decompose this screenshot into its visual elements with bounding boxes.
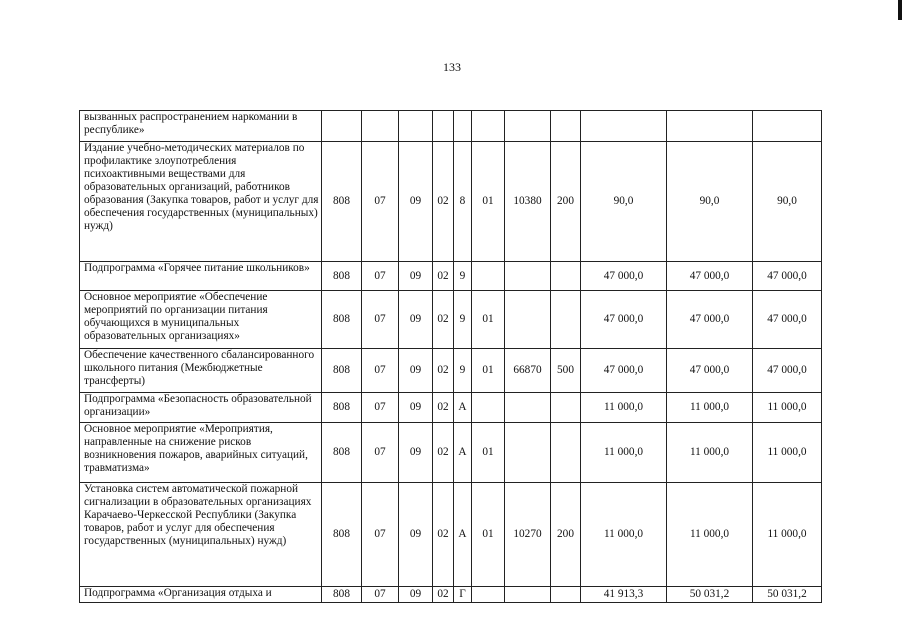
- amount-cell: 47 000,0: [667, 291, 753, 349]
- amount-cell: 90,0: [581, 142, 667, 262]
- row-name-cell: Основное мероприятие «Мероприятия, направленные на снижение рисков возникновения пожаров, аварийных ситуаций, травматизма»: [80, 423, 322, 483]
- amount-cell: 11 000,0: [753, 483, 822, 587]
- code-cell: 9: [454, 291, 472, 349]
- code-cell: 02: [433, 483, 454, 587]
- amount-cell: 47 000,0: [753, 291, 822, 349]
- row-name-cell: Подпрограмма «Безопасность образовательной организации»: [80, 393, 322, 423]
- code-cell: 01: [472, 349, 505, 393]
- code-cell: [551, 393, 581, 423]
- amount-cell: 90,0: [667, 142, 753, 262]
- code-cell: [362, 111, 399, 142]
- amount-cell: [667, 111, 753, 142]
- code-cell: 07: [362, 393, 399, 423]
- budget-table: [79, 110, 822, 603]
- code-cell: 66870: [505, 349, 551, 393]
- code-cell: Г: [454, 587, 472, 603]
- code-cell: 09: [399, 262, 433, 291]
- code-cell: 09: [399, 142, 433, 262]
- code-cell: [322, 111, 362, 142]
- amount-cell: 11 000,0: [753, 393, 822, 423]
- code-cell: [454, 111, 472, 142]
- amount-cell: 41 913,3: [581, 587, 667, 603]
- code-cell: [505, 587, 551, 603]
- code-cell: 09: [399, 291, 433, 349]
- amount-cell: 47 000,0: [753, 349, 822, 393]
- code-cell: 02: [433, 349, 454, 393]
- amount-cell: 47 000,0: [753, 262, 822, 291]
- code-cell: 02: [433, 423, 454, 483]
- code-cell: 02: [433, 393, 454, 423]
- code-cell: 01: [472, 142, 505, 262]
- amount-cell: 47 000,0: [581, 291, 667, 349]
- amount-cell: 50 031,2: [667, 587, 753, 603]
- row-name-cell: Установка систем автоматической пожарной сигнализации в образовательных организациях Карачаево-Черкесской Республики (Закупка товаров, работ и услуг для обеспечения государственных (муниципальных) нужд): [80, 483, 322, 587]
- code-cell: [505, 291, 551, 349]
- amount-cell: 47 000,0: [581, 349, 667, 393]
- code-cell: 09: [399, 349, 433, 393]
- code-cell: 09: [399, 483, 433, 587]
- code-cell: [551, 291, 581, 349]
- code-cell: 9: [454, 262, 472, 291]
- code-cell: 01: [472, 291, 505, 349]
- code-cell: [505, 262, 551, 291]
- code-cell: А: [454, 393, 472, 423]
- table-row: [80, 291, 822, 349]
- page-edge-mark: [898, 0, 902, 20]
- code-cell: [399, 111, 433, 142]
- code-cell: 808: [322, 262, 362, 291]
- code-cell: 10380: [505, 142, 551, 262]
- page-number: 133: [443, 60, 461, 74]
- amount-cell: 11 000,0: [667, 393, 753, 423]
- code-cell: 07: [362, 483, 399, 587]
- code-cell: 500: [551, 349, 581, 393]
- row-name-cell: Основное мероприятие «Обеспечение мероприятий по организации питания обучающихся в муниципальных образовательных организациях»: [80, 291, 322, 349]
- table-row: [80, 111, 822, 142]
- amount-cell: 47 000,0: [667, 262, 753, 291]
- code-cell: 09: [399, 423, 433, 483]
- code-cell: 07: [362, 349, 399, 393]
- amount-cell: [581, 111, 667, 142]
- code-cell: 07: [362, 262, 399, 291]
- code-cell: 07: [362, 423, 399, 483]
- code-cell: 808: [322, 423, 362, 483]
- code-cell: 01: [472, 483, 505, 587]
- row-name-cell: Издание учебно-методических материалов по профилактике злоупотребления психоактивными веществами для образовательных организаций, работников образования (Закупка товаров, работ и услуг для обеспечения государственных (муниципальных) нужд): [80, 142, 322, 262]
- amount-cell: 11 000,0: [581, 423, 667, 483]
- amount-cell: 50 031,2: [753, 587, 822, 603]
- code-cell: 8: [454, 142, 472, 262]
- code-cell: 9: [454, 349, 472, 393]
- code-cell: А: [454, 423, 472, 483]
- code-cell: 07: [362, 587, 399, 603]
- code-cell: 02: [433, 587, 454, 603]
- code-cell: 09: [399, 393, 433, 423]
- code-cell: [505, 111, 551, 142]
- amount-cell: 47 000,0: [581, 262, 667, 291]
- code-cell: 808: [322, 483, 362, 587]
- table-row: [80, 262, 822, 291]
- code-cell: 01: [472, 423, 505, 483]
- code-cell: 09: [399, 587, 433, 603]
- amount-cell: 11 000,0: [667, 483, 753, 587]
- table-row: [80, 349, 822, 393]
- code-cell: 02: [433, 291, 454, 349]
- code-cell: [505, 423, 551, 483]
- amount-cell: 90,0: [753, 142, 822, 262]
- code-cell: [551, 262, 581, 291]
- row-name-cell: Подпрограмма «Горячее питание школьников»: [80, 262, 322, 291]
- amount-cell: 11 000,0: [667, 423, 753, 483]
- code-cell: 808: [322, 587, 362, 603]
- code-cell: [551, 111, 581, 142]
- amount-cell: 11 000,0: [581, 393, 667, 423]
- row-name-cell: вызванных распространением наркомании в республике»: [80, 111, 322, 142]
- code-cell: 10270: [505, 483, 551, 587]
- code-cell: 808: [322, 349, 362, 393]
- code-cell: [551, 423, 581, 483]
- amount-cell: 11 000,0: [753, 423, 822, 483]
- table-row: [80, 587, 822, 603]
- row-name-cell: Обеспечение качественного сбалансированного школьного питания (Межбюджетные трансферты): [80, 349, 322, 393]
- code-cell: 808: [322, 142, 362, 262]
- code-cell: [472, 587, 505, 603]
- amount-cell: 11 000,0: [581, 483, 667, 587]
- code-cell: [472, 262, 505, 291]
- code-cell: [505, 393, 551, 423]
- code-cell: 808: [322, 291, 362, 349]
- code-cell: [472, 111, 505, 142]
- amount-cell: [753, 111, 822, 142]
- code-cell: [433, 111, 454, 142]
- table-row: [80, 483, 822, 587]
- table-row: [80, 142, 822, 262]
- table-row: [80, 423, 822, 483]
- code-cell: 808: [322, 393, 362, 423]
- code-cell: 07: [362, 291, 399, 349]
- code-cell: А: [454, 483, 472, 587]
- code-cell: [551, 587, 581, 603]
- code-cell: 02: [433, 142, 454, 262]
- row-name-cell: Подпрограмма «Организация отдыха и: [80, 587, 322, 603]
- amount-cell: 47 000,0: [667, 349, 753, 393]
- code-cell: 02: [433, 262, 454, 291]
- code-cell: [472, 393, 505, 423]
- code-cell: 200: [551, 483, 581, 587]
- code-cell: 200: [551, 142, 581, 262]
- code-cell: 07: [362, 142, 399, 262]
- table-row: [80, 393, 822, 423]
